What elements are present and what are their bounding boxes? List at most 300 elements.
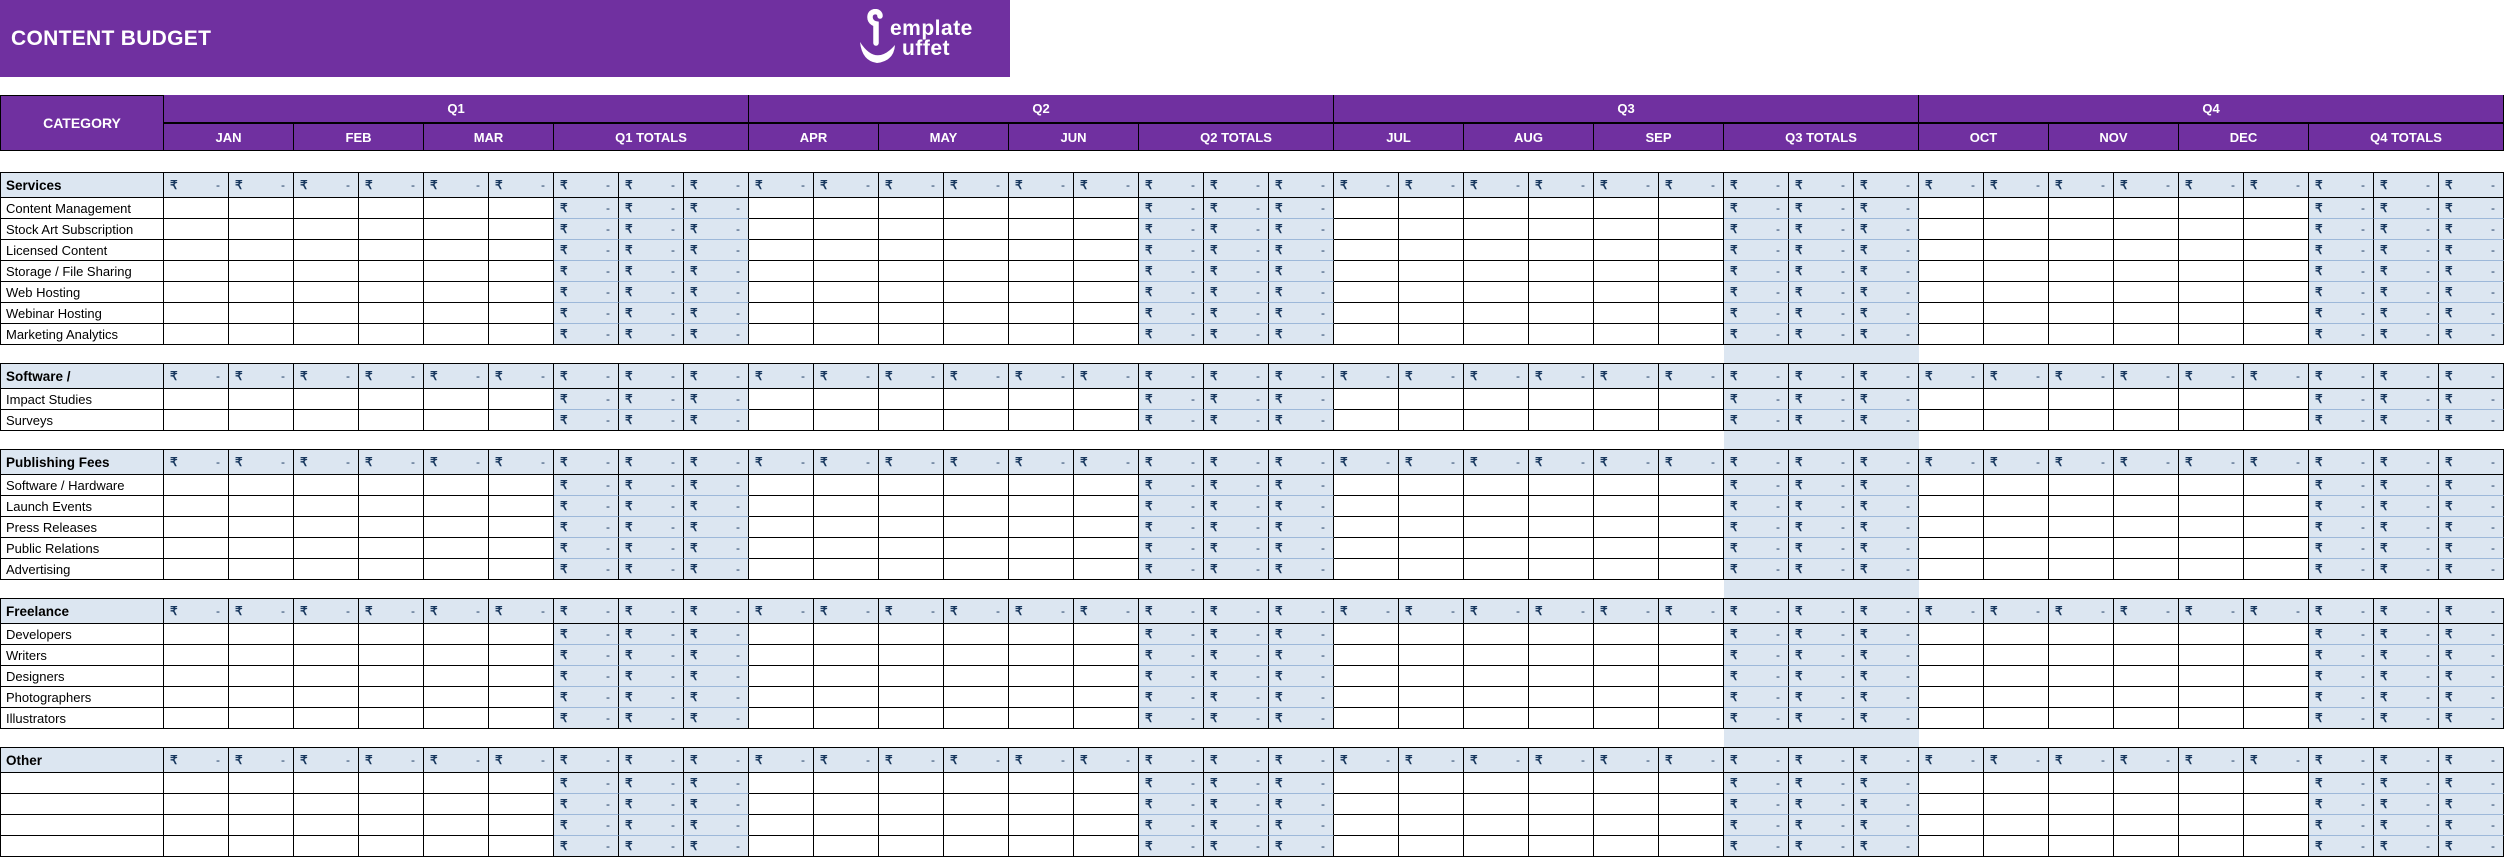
month-cell[interactable]: [424, 410, 489, 431]
month-cell[interactable]: [1529, 666, 1594, 687]
month-cell[interactable]: [2179, 708, 2244, 729]
month-cell[interactable]: [424, 198, 489, 219]
month-cell[interactable]: [1074, 219, 1139, 240]
month-cell[interactable]: [879, 261, 944, 282]
month-cell[interactable]: [814, 198, 879, 219]
month-amount-cell[interactable]: [294, 598, 359, 624]
month-cell[interactable]: [1464, 219, 1529, 240]
month-cell[interactable]: [1529, 219, 1594, 240]
month-cell[interactable]: [1399, 261, 1464, 282]
totals-amount-cell[interactable]: [2309, 773, 2374, 794]
totals-amount-cell[interactable]: [2309, 198, 2374, 219]
month-cell[interactable]: [1919, 198, 1984, 219]
totals-amount-cell[interactable]: [554, 496, 619, 517]
totals-amount-cell[interactable]: [684, 261, 749, 282]
month-cell[interactable]: [359, 261, 424, 282]
month-cell[interactable]: [1659, 645, 1724, 666]
totals-amount-cell[interactable]: [1139, 475, 1204, 496]
totals-amount-cell[interactable]: [1789, 261, 1854, 282]
month-cell[interactable]: [1399, 410, 1464, 431]
totals-amount-cell[interactable]: [554, 389, 619, 410]
month-cell[interactable]: [1074, 836, 1139, 857]
month-cell[interactable]: [2114, 219, 2179, 240]
month-cell[interactable]: [489, 303, 554, 324]
totals-amount-cell[interactable]: [2374, 517, 2439, 538]
totals-amount-cell[interactable]: [2309, 538, 2374, 559]
month-cell[interactable]: [229, 198, 294, 219]
month-cell[interactable]: [814, 773, 879, 794]
totals-amount-cell[interactable]: [1139, 666, 1204, 687]
totals-amount-cell[interactable]: [2374, 389, 2439, 410]
month-amount-cell[interactable]: [1334, 363, 1399, 389]
month-cell[interactable]: [1009, 836, 1074, 857]
month-cell[interactable]: [1464, 261, 1529, 282]
month-cell[interactable]: [2049, 410, 2114, 431]
totals-amount-cell[interactable]: [2309, 410, 2374, 431]
month-amount-cell[interactable]: [749, 598, 814, 624]
month-cell[interactable]: [1919, 624, 1984, 645]
totals-amount-cell[interactable]: [1789, 708, 1854, 729]
month-cell[interactable]: [1529, 496, 1594, 517]
month-cell[interactable]: [424, 815, 489, 836]
month-cell[interactable]: [2049, 324, 2114, 345]
month-cell[interactable]: [1464, 538, 1529, 559]
month-cell[interactable]: [1009, 773, 1074, 794]
row-label-software-hardware[interactable]: Software / Hardware: [0, 475, 164, 496]
month-amount-cell[interactable]: [1009, 172, 1074, 198]
totals-amount-cell[interactable]: [684, 666, 749, 687]
month-amount-cell[interactable]: [294, 363, 359, 389]
month-cell[interactable]: [489, 815, 554, 836]
month-cell[interactable]: [1659, 475, 1724, 496]
month-cell[interactable]: [1074, 475, 1139, 496]
row-label-licensed-content[interactable]: Licensed Content: [0, 240, 164, 261]
month-cell[interactable]: [1659, 324, 1724, 345]
totals-amount-cell[interactable]: [1269, 303, 1334, 324]
section-label-other[interactable]: Other: [0, 747, 164, 773]
month-cell[interactable]: [1594, 815, 1659, 836]
month-cell[interactable]: [1659, 261, 1724, 282]
month-cell[interactable]: [164, 282, 229, 303]
month-cell[interactable]: [1464, 282, 1529, 303]
month-cell[interactable]: [359, 324, 424, 345]
month-cell[interactable]: [2114, 389, 2179, 410]
month-cell[interactable]: [814, 645, 879, 666]
section-label-publishing-fees[interactable]: Publishing Fees: [0, 449, 164, 475]
totals-header-q1[interactable]: Q1 TOTALS: [554, 123, 749, 151]
totals-amount-cell[interactable]: [1139, 389, 1204, 410]
totals-amount-cell[interactable]: [619, 282, 684, 303]
month-cell[interactable]: [1074, 198, 1139, 219]
totals-amount-cell[interactable]: [619, 666, 684, 687]
totals-amount-cell[interactable]: [1724, 475, 1789, 496]
totals-amount-cell[interactable]: [1724, 240, 1789, 261]
totals-amount-cell[interactable]: [684, 815, 749, 836]
month-cell[interactable]: [2114, 559, 2179, 580]
month-cell[interactable]: [1594, 517, 1659, 538]
month-cell[interactable]: [1659, 389, 1724, 410]
month-cell[interactable]: [2179, 773, 2244, 794]
totals-amount-cell[interactable]: [1724, 219, 1789, 240]
month-cell[interactable]: [424, 475, 489, 496]
month-cell[interactable]: [1919, 261, 1984, 282]
month-cell[interactable]: [1919, 517, 1984, 538]
month-cell[interactable]: [489, 410, 554, 431]
row-label-webinar-hosting[interactable]: Webinar Hosting: [0, 303, 164, 324]
month-cell[interactable]: [1659, 708, 1724, 729]
section-label-services[interactable]: Services: [0, 172, 164, 198]
month-cell[interactable]: [814, 261, 879, 282]
month-cell[interactable]: [2179, 410, 2244, 431]
totals-amount-cell[interactable]: [1204, 282, 1269, 303]
totals-amount-cell[interactable]: [684, 363, 749, 389]
totals-amount-cell[interactable]: [2439, 219, 2504, 240]
month-cell[interactable]: [1399, 496, 1464, 517]
totals-amount-cell[interactable]: [2374, 538, 2439, 559]
month-cell[interactable]: [749, 198, 814, 219]
totals-amount-cell[interactable]: [684, 410, 749, 431]
totals-amount-cell[interactable]: [1139, 496, 1204, 517]
month-cell[interactable]: [1009, 687, 1074, 708]
month-cell[interactable]: [2179, 794, 2244, 815]
month-amount-cell[interactable]: [2049, 449, 2114, 475]
month-cell[interactable]: [1399, 666, 1464, 687]
month-cell[interactable]: [944, 773, 1009, 794]
month-cell[interactable]: [1009, 517, 1074, 538]
month-cell[interactable]: [294, 475, 359, 496]
month-cell[interactable]: [814, 389, 879, 410]
totals-amount-cell[interactable]: [1724, 645, 1789, 666]
month-amount-cell[interactable]: [424, 172, 489, 198]
month-amount-cell[interactable]: [1464, 747, 1529, 773]
totals-amount-cell[interactable]: [1724, 815, 1789, 836]
totals-amount-cell[interactable]: [2439, 389, 2504, 410]
month-cell[interactable]: [1659, 815, 1724, 836]
month-amount-cell[interactable]: [814, 598, 879, 624]
month-cell[interactable]: [424, 708, 489, 729]
totals-amount-cell[interactable]: [1269, 666, 1334, 687]
totals-amount-cell[interactable]: [1139, 282, 1204, 303]
totals-header-q3[interactable]: Q3 TOTALS: [1724, 123, 1919, 151]
month-cell[interactable]: [1009, 324, 1074, 345]
totals-amount-cell[interactable]: [684, 282, 749, 303]
totals-amount-cell[interactable]: [1204, 496, 1269, 517]
month-header-oct[interactable]: OCT: [1919, 123, 2049, 151]
totals-amount-cell[interactable]: [1854, 687, 1919, 708]
totals-amount-cell[interactable]: [1724, 517, 1789, 538]
totals-amount-cell[interactable]: [1724, 598, 1789, 624]
month-cell[interactable]: [1984, 794, 2049, 815]
month-cell[interactable]: [489, 261, 554, 282]
totals-amount-cell[interactable]: [2309, 363, 2374, 389]
row-label-marketing-analytics[interactable]: Marketing Analytics: [0, 324, 164, 345]
month-header-may[interactable]: MAY: [879, 123, 1009, 151]
totals-amount-cell[interactable]: [1854, 303, 1919, 324]
month-cell[interactable]: [1399, 303, 1464, 324]
month-cell[interactable]: [1919, 836, 1984, 857]
month-cell[interactable]: [359, 794, 424, 815]
month-amount-cell[interactable]: [2049, 598, 2114, 624]
month-cell[interactable]: [2244, 198, 2309, 219]
totals-amount-cell[interactable]: [1854, 836, 1919, 857]
month-cell[interactable]: [1334, 836, 1399, 857]
totals-amount-cell[interactable]: [1789, 172, 1854, 198]
month-cell[interactable]: [944, 517, 1009, 538]
month-amount-cell[interactable]: [1074, 363, 1139, 389]
totals-amount-cell[interactable]: [1789, 198, 1854, 219]
month-amount-cell[interactable]: [814, 363, 879, 389]
totals-amount-cell[interactable]: [2374, 303, 2439, 324]
totals-amount-cell[interactable]: [1854, 815, 1919, 836]
totals-amount-cell[interactable]: [2309, 645, 2374, 666]
totals-amount-cell[interactable]: [554, 815, 619, 836]
row-label-press-releases[interactable]: Press Releases: [0, 517, 164, 538]
month-cell[interactable]: [879, 219, 944, 240]
totals-amount-cell[interactable]: [1204, 598, 1269, 624]
totals-amount-cell[interactable]: [2374, 363, 2439, 389]
totals-amount-cell[interactable]: [2309, 282, 2374, 303]
month-cell[interactable]: [1334, 773, 1399, 794]
month-amount-cell[interactable]: [1399, 363, 1464, 389]
month-amount-cell[interactable]: [1074, 598, 1139, 624]
month-cell[interactable]: [1009, 815, 1074, 836]
totals-amount-cell[interactable]: [2439, 363, 2504, 389]
totals-amount-cell[interactable]: [1854, 708, 1919, 729]
month-cell[interactable]: [294, 303, 359, 324]
totals-amount-cell[interactable]: [1789, 624, 1854, 645]
totals-amount-cell[interactable]: [1204, 517, 1269, 538]
month-cell[interactable]: [1464, 303, 1529, 324]
totals-amount-cell[interactable]: [554, 747, 619, 773]
month-cell[interactable]: [1009, 496, 1074, 517]
month-cell[interactable]: [2114, 708, 2179, 729]
totals-amount-cell[interactable]: [619, 219, 684, 240]
month-cell[interactable]: [1009, 538, 1074, 559]
totals-amount-cell[interactable]: [1854, 496, 1919, 517]
totals-amount-cell[interactable]: [684, 645, 749, 666]
month-cell[interactable]: [1334, 410, 1399, 431]
totals-amount-cell[interactable]: [554, 708, 619, 729]
month-cell[interactable]: [1399, 624, 1464, 645]
month-amount-cell[interactable]: [294, 172, 359, 198]
month-amount-cell[interactable]: [1074, 449, 1139, 475]
row-label-stock-art-subscription[interactable]: Stock Art Subscription: [0, 219, 164, 240]
month-cell[interactable]: [489, 773, 554, 794]
month-cell[interactable]: [164, 794, 229, 815]
month-cell[interactable]: [944, 240, 1009, 261]
month-cell[interactable]: [1399, 475, 1464, 496]
month-cell[interactable]: [2049, 708, 2114, 729]
month-cell[interactable]: [1334, 324, 1399, 345]
totals-amount-cell[interactable]: [1724, 363, 1789, 389]
month-cell[interactable]: [2049, 282, 2114, 303]
month-cell[interactable]: [1464, 198, 1529, 219]
month-amount-cell[interactable]: [294, 449, 359, 475]
month-cell[interactable]: [1659, 794, 1724, 815]
totals-amount-cell[interactable]: [1789, 363, 1854, 389]
totals-amount-cell[interactable]: [554, 773, 619, 794]
month-cell[interactable]: [294, 815, 359, 836]
month-header-apr[interactable]: APR: [749, 123, 879, 151]
month-cell[interactable]: [2049, 475, 2114, 496]
month-cell[interactable]: [294, 261, 359, 282]
totals-amount-cell[interactable]: [1724, 449, 1789, 475]
totals-amount-cell[interactable]: [1854, 389, 1919, 410]
totals-amount-cell[interactable]: [1724, 773, 1789, 794]
totals-amount-cell[interactable]: [1854, 410, 1919, 431]
month-amount-cell[interactable]: [2179, 172, 2244, 198]
totals-amount-cell[interactable]: [1139, 538, 1204, 559]
month-cell[interactable]: [1399, 559, 1464, 580]
month-cell[interactable]: [944, 708, 1009, 729]
row-label-storage-file-sharing[interactable]: Storage / File Sharing: [0, 261, 164, 282]
month-header-aug[interactable]: AUG: [1464, 123, 1594, 151]
totals-amount-cell[interactable]: [2309, 240, 2374, 261]
month-cell[interactable]: [1529, 475, 1594, 496]
month-cell[interactable]: [1529, 624, 1594, 645]
month-cell[interactable]: [294, 219, 359, 240]
month-cell[interactable]: [1919, 389, 1984, 410]
month-cell[interactable]: [489, 836, 554, 857]
totals-amount-cell[interactable]: [1854, 172, 1919, 198]
totals-header-q2[interactable]: Q2 TOTALS: [1139, 123, 1334, 151]
month-cell[interactable]: [294, 645, 359, 666]
month-amount-cell[interactable]: [1399, 449, 1464, 475]
month-cell[interactable]: [944, 324, 1009, 345]
totals-amount-cell[interactable]: [2374, 282, 2439, 303]
totals-amount-cell[interactable]: [554, 475, 619, 496]
month-amount-cell[interactable]: [749, 363, 814, 389]
month-cell[interactable]: [1984, 475, 2049, 496]
totals-amount-cell[interactable]: [619, 687, 684, 708]
month-cell[interactable]: [944, 559, 1009, 580]
month-cell[interactable]: [944, 538, 1009, 559]
month-cell[interactable]: [2179, 324, 2244, 345]
month-cell[interactable]: [879, 773, 944, 794]
month-cell[interactable]: [1984, 410, 2049, 431]
month-cell[interactable]: [1919, 708, 1984, 729]
month-cell[interactable]: [2049, 219, 2114, 240]
month-cell[interactable]: [424, 240, 489, 261]
totals-amount-cell[interactable]: [619, 517, 684, 538]
month-cell[interactable]: [814, 708, 879, 729]
totals-amount-cell[interactable]: [619, 261, 684, 282]
totals-amount-cell[interactable]: [2374, 773, 2439, 794]
totals-amount-cell[interactable]: [1789, 794, 1854, 815]
month-amount-cell[interactable]: [1594, 449, 1659, 475]
month-cell[interactable]: [944, 389, 1009, 410]
totals-amount-cell[interactable]: [554, 449, 619, 475]
totals-amount-cell[interactable]: [2439, 687, 2504, 708]
month-cell[interactable]: [1009, 708, 1074, 729]
totals-amount-cell[interactable]: [1789, 410, 1854, 431]
totals-amount-cell[interactable]: [1204, 198, 1269, 219]
month-header-feb[interactable]: FEB: [294, 123, 424, 151]
totals-amount-cell[interactable]: [684, 624, 749, 645]
month-cell[interactable]: [2049, 773, 2114, 794]
month-cell[interactable]: [814, 303, 879, 324]
month-cell[interactable]: [1334, 559, 1399, 580]
totals-amount-cell[interactable]: [2439, 517, 2504, 538]
totals-amount-cell[interactable]: [1789, 475, 1854, 496]
month-cell[interactable]: [749, 261, 814, 282]
totals-amount-cell[interactable]: [2439, 645, 2504, 666]
month-cell[interactable]: [814, 687, 879, 708]
totals-amount-cell[interactable]: [1269, 836, 1334, 857]
month-cell[interactable]: [229, 240, 294, 261]
month-cell[interactable]: [1334, 666, 1399, 687]
totals-amount-cell[interactable]: [1269, 198, 1334, 219]
totals-amount-cell[interactable]: [619, 475, 684, 496]
month-cell[interactable]: [879, 240, 944, 261]
month-cell[interactable]: [2049, 666, 2114, 687]
month-cell[interactable]: [1529, 282, 1594, 303]
month-cell[interactable]: [294, 687, 359, 708]
totals-amount-cell[interactable]: [1724, 836, 1789, 857]
totals-amount-cell[interactable]: [2374, 794, 2439, 815]
month-cell[interactable]: [229, 261, 294, 282]
totals-amount-cell[interactable]: [554, 303, 619, 324]
month-cell[interactable]: [2244, 517, 2309, 538]
month-cell[interactable]: [229, 282, 294, 303]
month-cell[interactable]: [489, 389, 554, 410]
month-cell[interactable]: [1334, 240, 1399, 261]
month-cell[interactable]: [359, 836, 424, 857]
month-amount-cell[interactable]: [229, 747, 294, 773]
totals-amount-cell[interactable]: [1789, 815, 1854, 836]
month-cell[interactable]: [2244, 389, 2309, 410]
totals-amount-cell[interactable]: [684, 687, 749, 708]
month-cell[interactable]: [1529, 303, 1594, 324]
month-amount-cell[interactable]: [1399, 598, 1464, 624]
month-cell[interactable]: [1984, 282, 2049, 303]
month-cell[interactable]: [164, 198, 229, 219]
month-cell[interactable]: [879, 475, 944, 496]
month-cell[interactable]: [424, 773, 489, 794]
totals-amount-cell[interactable]: [1789, 666, 1854, 687]
month-cell[interactable]: [1399, 517, 1464, 538]
month-cell[interactable]: [1009, 475, 1074, 496]
month-cell[interactable]: [1529, 324, 1594, 345]
month-cell[interactable]: [1984, 240, 2049, 261]
totals-amount-cell[interactable]: [1789, 282, 1854, 303]
month-cell[interactable]: [164, 645, 229, 666]
month-cell[interactable]: [2049, 303, 2114, 324]
month-cell[interactable]: [489, 666, 554, 687]
month-amount-cell[interactable]: [1074, 172, 1139, 198]
month-amount-cell[interactable]: [424, 449, 489, 475]
month-cell[interactable]: [1074, 666, 1139, 687]
month-cell[interactable]: [1919, 559, 1984, 580]
totals-amount-cell[interactable]: [619, 708, 684, 729]
month-cell[interactable]: [749, 645, 814, 666]
month-cell[interactable]: [2244, 687, 2309, 708]
month-header-jan[interactable]: JAN: [164, 123, 294, 151]
totals-amount-cell[interactable]: [554, 172, 619, 198]
totals-amount-cell[interactable]: [1139, 836, 1204, 857]
month-cell[interactable]: [164, 559, 229, 580]
month-cell[interactable]: [229, 538, 294, 559]
totals-amount-cell[interactable]: [1854, 666, 1919, 687]
month-cell[interactable]: [2179, 240, 2244, 261]
month-cell[interactable]: [294, 666, 359, 687]
month-cell[interactable]: [1984, 389, 2049, 410]
row-label-impact-studies[interactable]: Impact Studies: [0, 389, 164, 410]
month-cell[interactable]: [229, 559, 294, 580]
month-amount-cell[interactable]: [2179, 747, 2244, 773]
month-cell[interactable]: [2114, 836, 2179, 857]
totals-amount-cell[interactable]: [684, 449, 749, 475]
